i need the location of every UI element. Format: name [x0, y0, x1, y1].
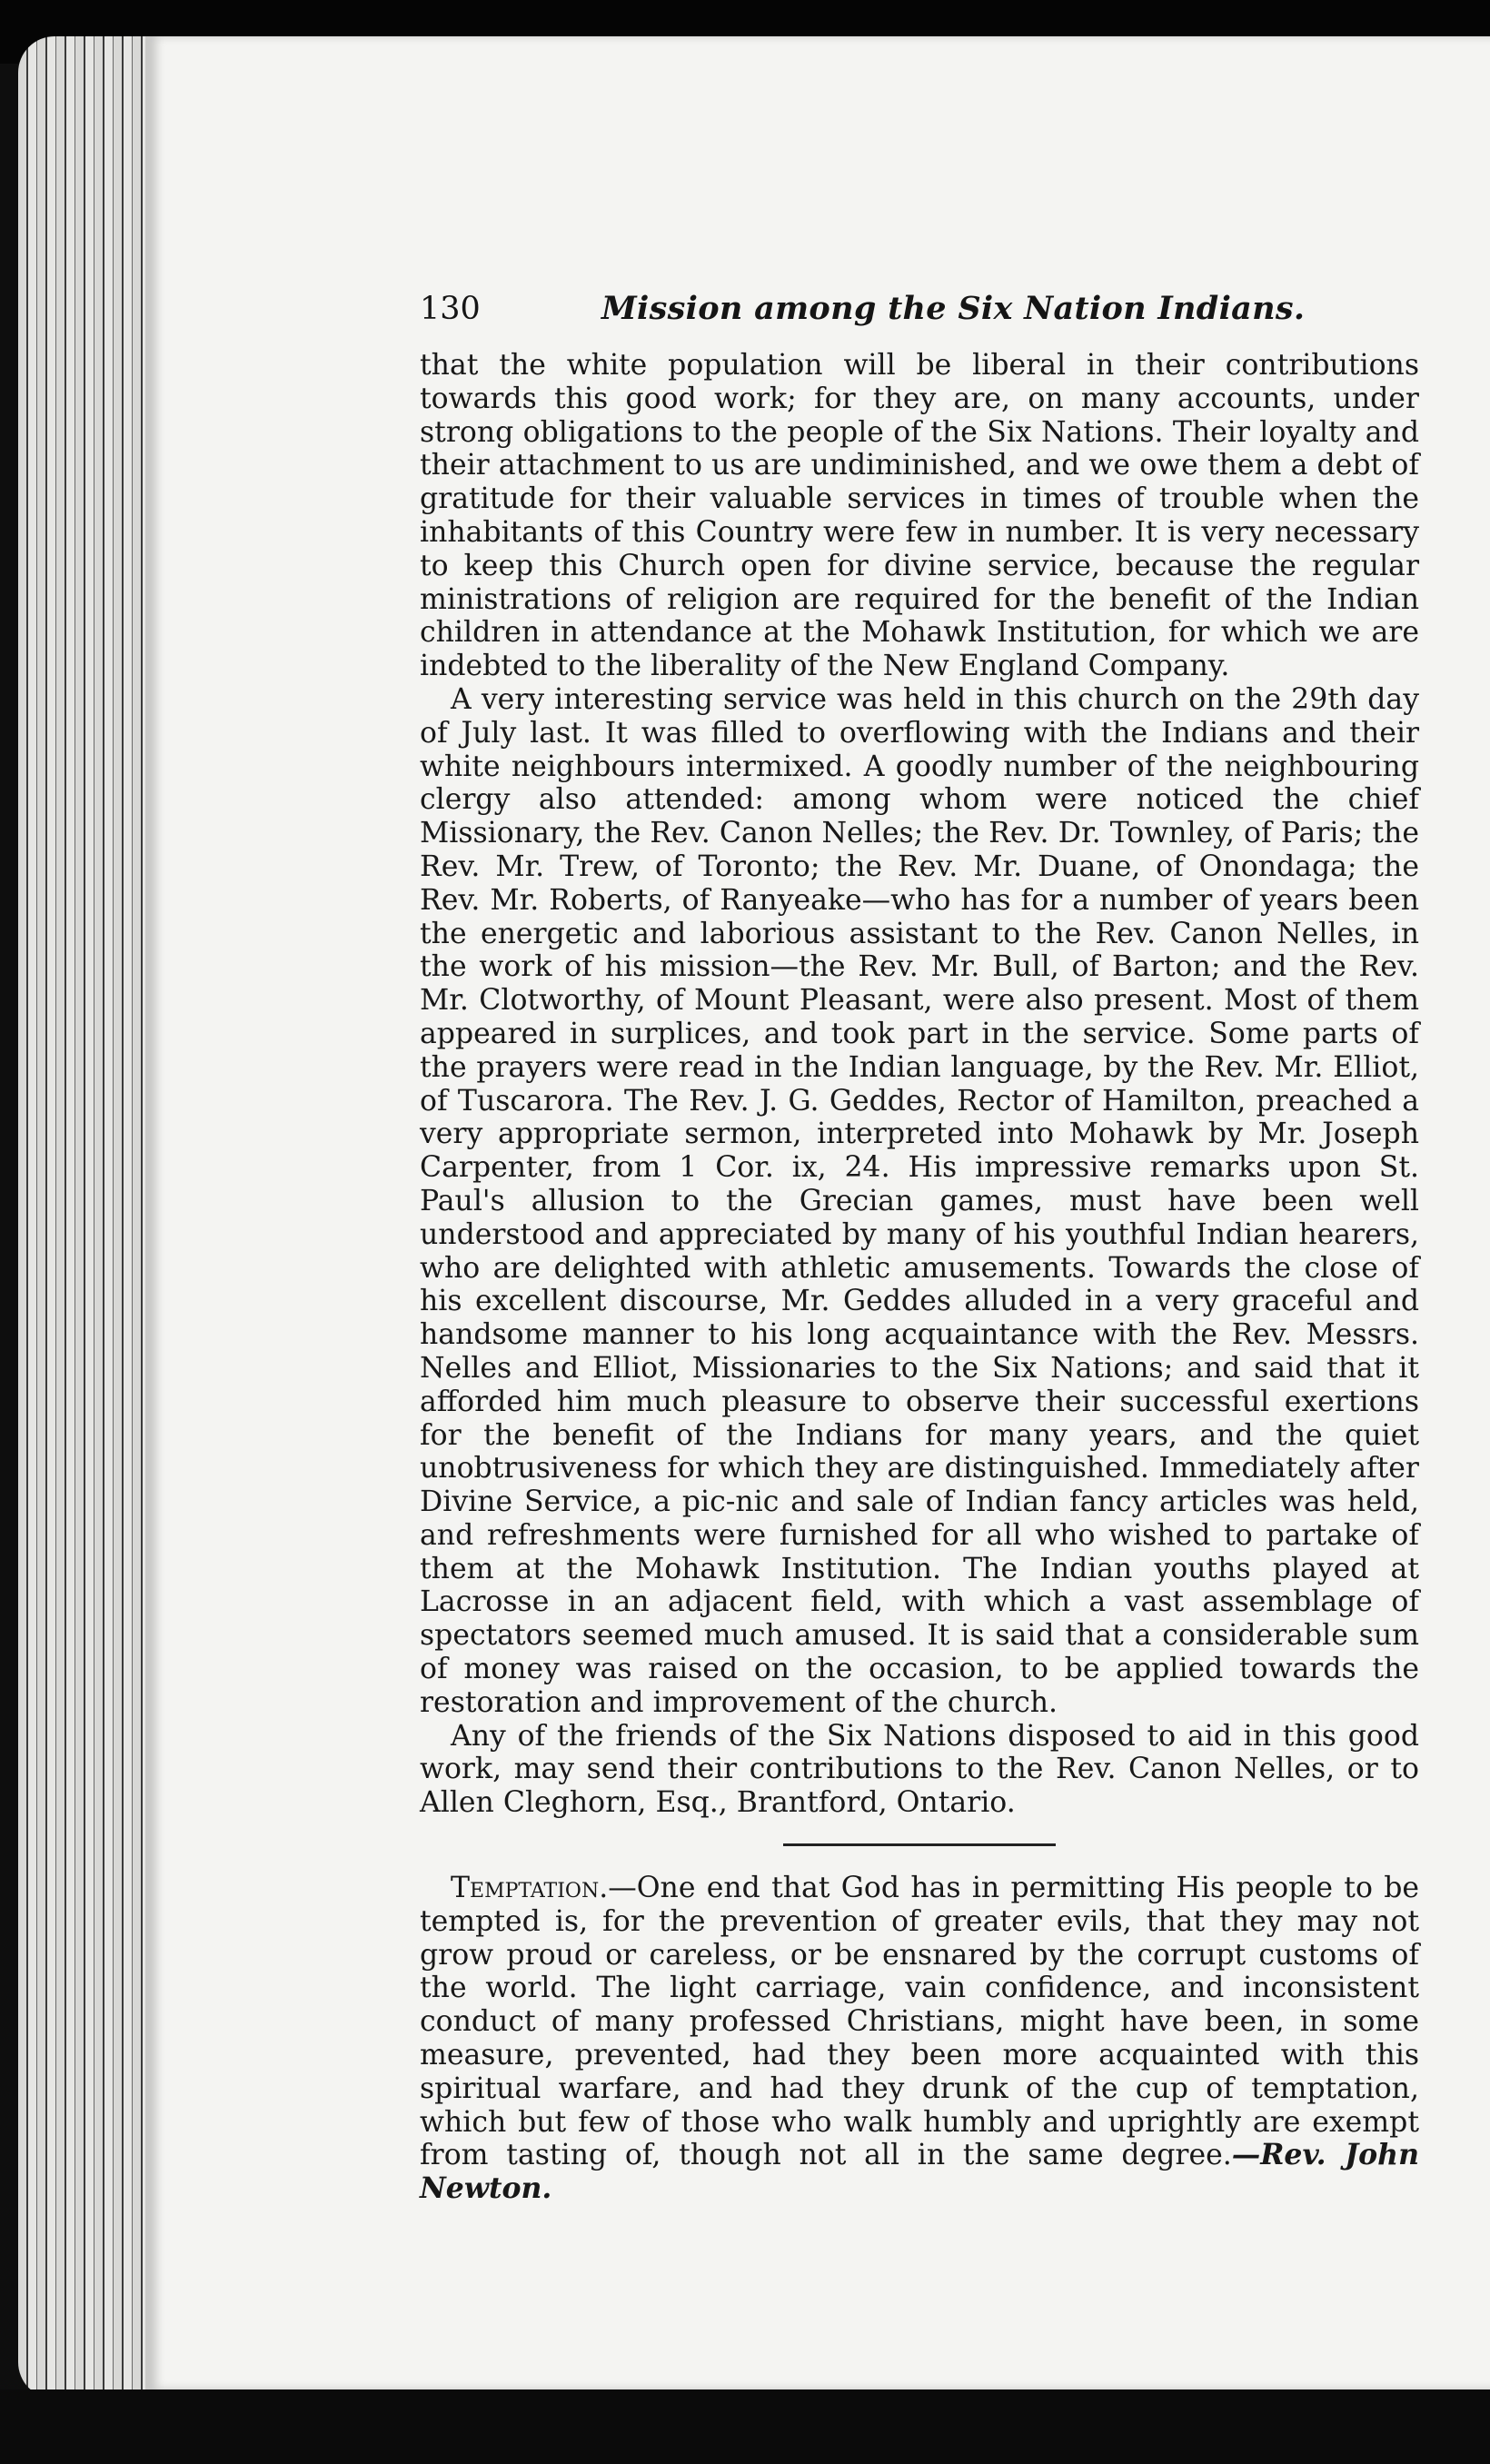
paragraph-service-report: A very interesting service was held in this church on the 29th day of July last. It was filled to overflowing with the Indians and their white neighbours intermixed. A goodly number of the neighbouring clergy also attended: among whom were noticed the chief Missionary, the Rev. Canon Nelles; the Rev. Dr. Townley, of Paris; the Rev. Mr. Trew, of Toronto; the Rev. Mr. Duane, of Onondaga; the Rev. Mr. Roberts, of Ranyeake—who has for a number of years been the energetic and laborious assistant to the Rev. Canon Nelles, in the work of his mission—the Rev. Mr. Bull, of Barton; and the Rev. Mr. Clotworthy, of Mount Pleasant, were also present. Most of them appeared in surplices, and took part in the service. Some parts of the prayers were read in the Indian language, by the Rev. Mr. Elliot, of Tuscarora. The Rev. J. G. Geddes, Rector of Hamilton, preached a very appropriate sermon, interpreted into Mohawk by Mr. Joseph Carpenter, from 1 Cor. ix, 24. His impressive remarks upon St. Paul's allusion to the Grecian games, must have been well understood and appreciated by many of his youthful Indian hearers, who are delighted with athletic amusements. Towards the close of his excellent discourse, Mr. Geddes alluded in a very graceful and handsome manner to his long acquaintance with the Rev. Messrs. Nelles and Elliot, Missionaries to the Six Nations; and said that it afforded him much pleasure to observe their successful exertions for the benefit of the Indians for many years, and the quiet unobtrusiveness for which they are distinguished. Immediately after Divine Service, a pic-nic and sale of Indian fancy articles was held, and refreshments were furnished for all who wished to partake of them at the Mohawk Institution. The Indian youths played at Lacrosse in an adjacent field, with which a vast assemblage of spectators seemed much amused. It is said that a considerable sum of money was raised on the occasion, to be applied towards the restoration and improvement of the church. — [420, 682, 1419, 1719]
paragraph-temptation — [420, 1872, 1419, 2206]
temptation-text: —One end that God has in permitting His people to be tempted is, for the prevention of greater evils, that they may not grow proud or careless, or be ensnared by the corrupt customs of the world. The light carriage, vain confidence, and inconsistent conduct of many professed Christians, might have been, in some measure, prevented, had they been more acquainted with this spiritual warfare, and had they drunk of the cup of temptation, which but few of those who walk humbly and uprightly are exempt from tasting of, though not all in the same degree. — [420, 1872, 1419, 2172]
page-number: 130 — [420, 291, 481, 327]
paragraph-contributions: Any of the friends of the Six Nations disposed to aid in this good work, may send their contributions to the Rev. Canon Nelles, or to Allen Cleghorn, Esq., Brantford, Ontario. — [420, 1719, 1419, 1820]
page-header — [420, 289, 1419, 329]
book-page-edges — [18, 36, 154, 2399]
temptation-lead: Temptation. — [451, 1872, 609, 1905]
running-title: Mission among the Six Nation Indians. — [601, 290, 1306, 327]
paragraph-continuation: that the white population will be liberal in their contributions towards this good work; for they are, on many accounts, under strong obligations to the people of the Six Nations. Their loyalty and their attachment to us are undiminished, and we owe them a debt of gratitude for their valuable services in times of trouble when the inhabitants of this Country were few in number. It is very necessary to keep this Church open for divine service, because the regular ministrations of religion are required for the benefit of the Indian children in attendance at the Mohawk Institution, for which we are indebted to the liberality of the New England Company. — [420, 349, 1419, 683]
scan-bottom-border — [0, 2389, 1490, 2464]
section-divider — [783, 1843, 1056, 1846]
temptation-attribution: —Rev. John Newton. — [420, 2138, 1419, 2206]
body-text — [420, 349, 1419, 2206]
